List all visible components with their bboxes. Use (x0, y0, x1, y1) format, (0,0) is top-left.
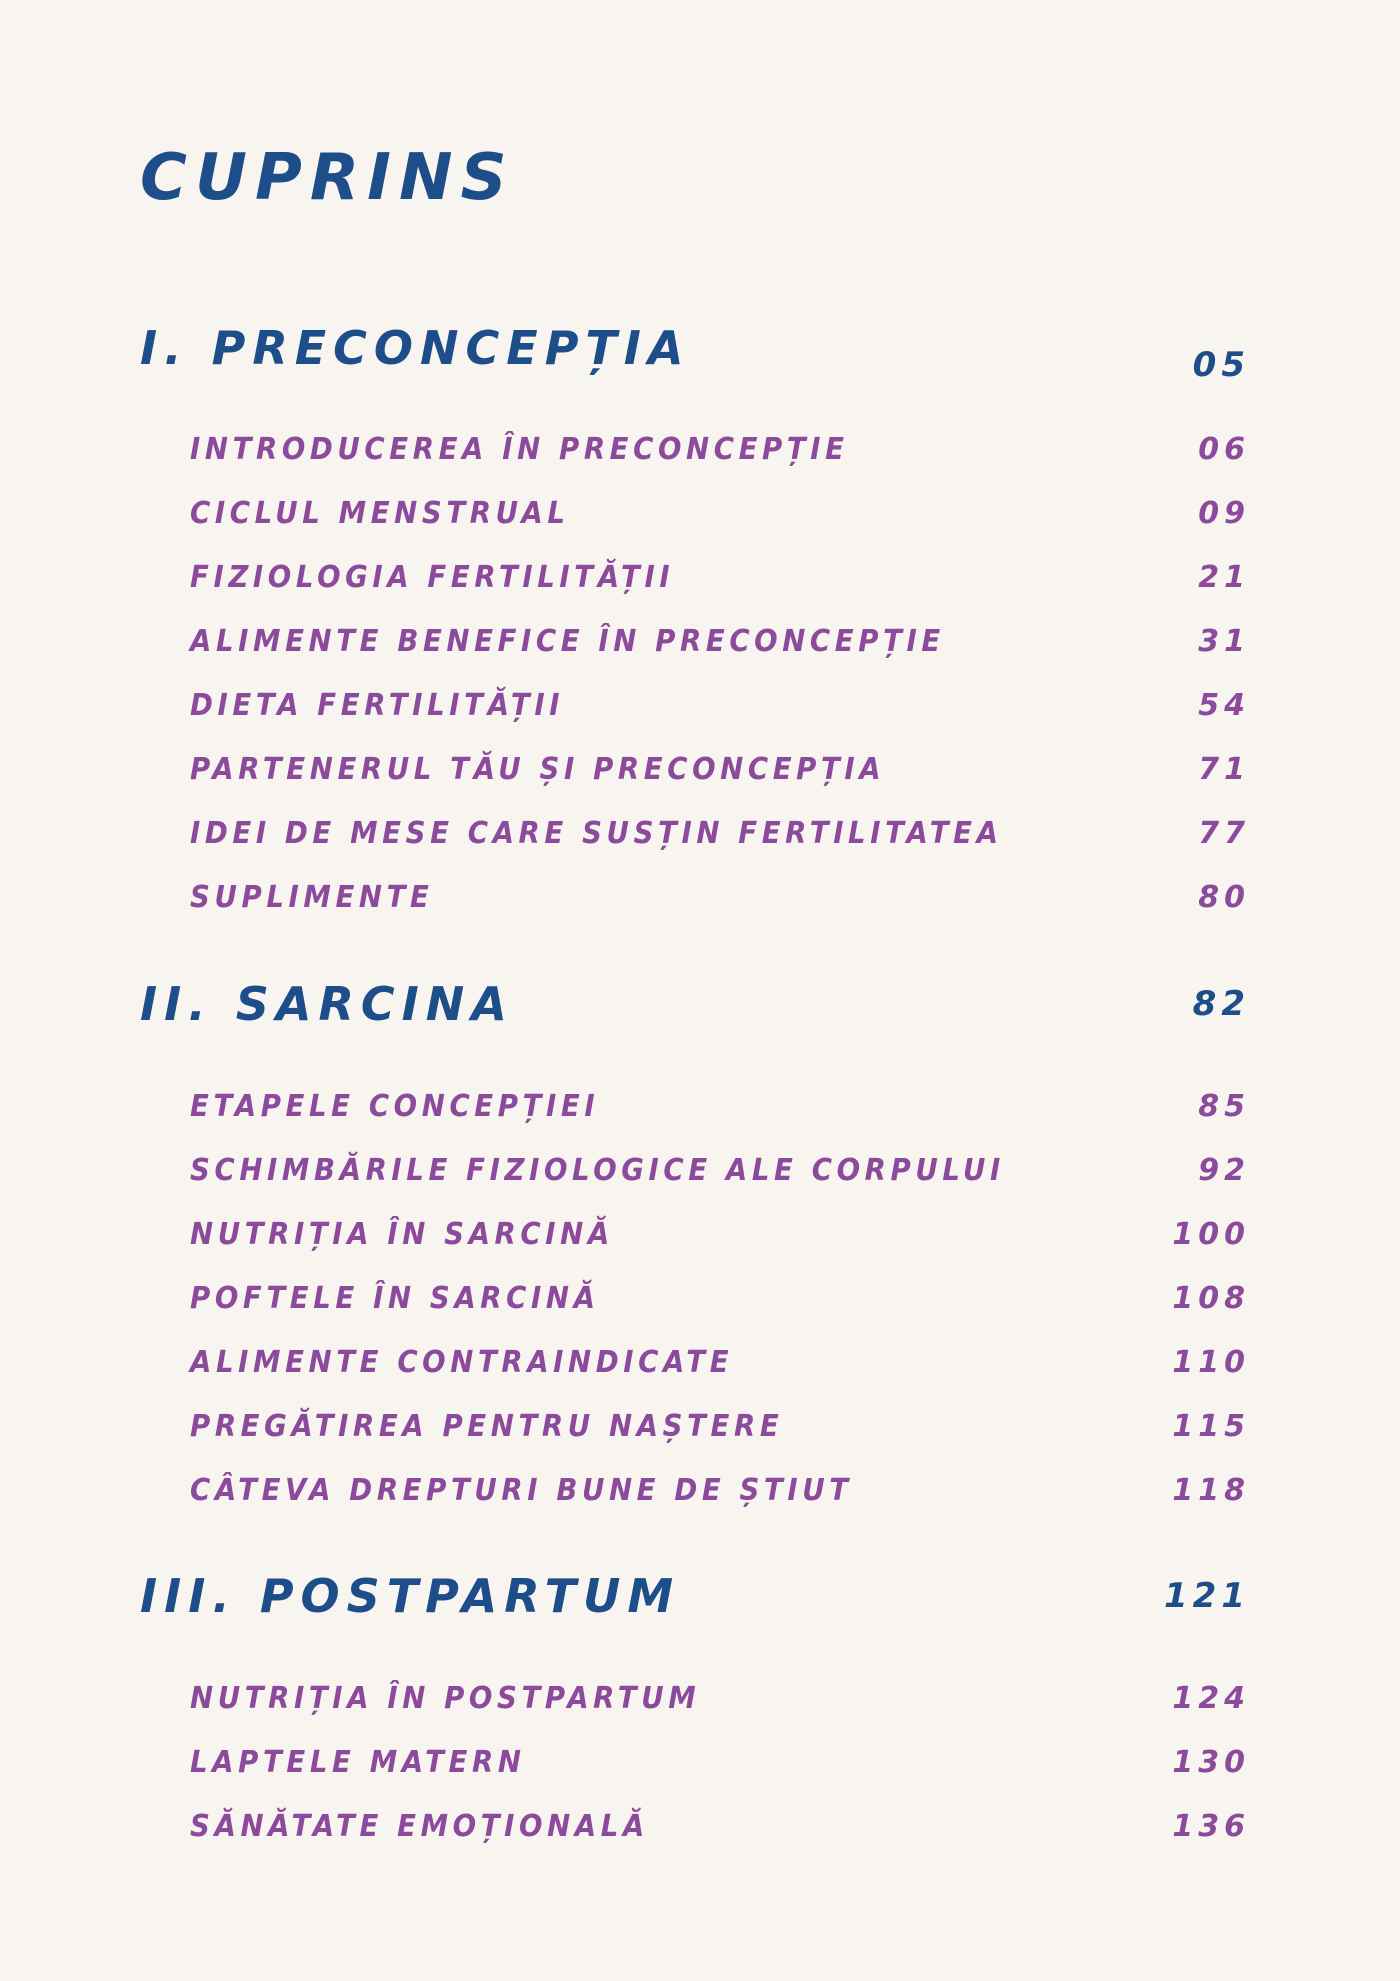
toc-entry-page: 92 (1198, 1153, 1250, 1188)
toc-entry-title[interactable]: SCHIMBĂRILE FIZIOLOGICE ALE CORPULUI (190, 1153, 1005, 1188)
toc-entry-title[interactable]: INTRODUCEREA ÎN PRECONCEPȚIE (190, 432, 849, 467)
section-title-sarcina[interactable]: II. SARCINA (140, 977, 514, 1031)
toc-entry-title[interactable]: CÂTEVA DREPTURI BUNE DE ȘTIUT (190, 1473, 853, 1508)
toc-entry-page: 77 (1198, 816, 1250, 851)
toc-entry-page: 21 (1198, 560, 1250, 595)
toc-entry-page: 06 (1198, 432, 1250, 467)
page-title: CUPRINS (140, 141, 515, 215)
toc-entry-title[interactable]: CICLUL MENSTRUAL (190, 496, 570, 531)
toc-entry-title[interactable]: LAPTELE MATERN (190, 1745, 526, 1780)
toc-entry-title[interactable]: ALIMENTE BENEFICE ÎN PRECONCEPȚIE (190, 624, 945, 659)
toc-entry-page: 130 (1172, 1745, 1250, 1780)
section-title-postpartum[interactable]: III. POSTPARTUM (140, 1569, 681, 1623)
toc-entry-page: 31 (1198, 624, 1250, 659)
toc-entry-page: 100 (1172, 1217, 1250, 1252)
toc-entry-page: 54 (1198, 688, 1250, 723)
section-title-preconceptia[interactable]: I. PRECONCEPȚIA (140, 321, 691, 375)
toc-entry-page: 09 (1198, 496, 1250, 531)
toc-entry-page: 80 (1198, 880, 1250, 915)
toc-entry-title[interactable]: NUTRIȚIA ÎN SARCINĂ (190, 1217, 614, 1252)
toc-entry-page: 124 (1172, 1681, 1250, 1716)
toc-entry-page: 85 (1198, 1089, 1250, 1124)
section-page-postpartum: 121 (1164, 1576, 1250, 1616)
toc-entry-page: 110 (1172, 1345, 1250, 1380)
toc-entry-page: 136 (1172, 1809, 1250, 1844)
toc-entry-title[interactable]: ALIMENTE CONTRAINDICATE (190, 1345, 734, 1380)
toc-entry-title[interactable]: DIETA FERTILITĂȚII (190, 688, 565, 723)
toc-entry-title[interactable]: POFTELE ÎN SARCINĂ (190, 1281, 600, 1316)
toc-entry-title[interactable]: SĂNĂTATE EMOȚIONALĂ (190, 1809, 649, 1844)
section-page-sarcina: 82 (1192, 984, 1250, 1024)
toc-entry-title[interactable]: NUTRIȚIA ÎN POSTPARTUM (190, 1681, 701, 1716)
toc-entry-title[interactable]: PREGĂTIREA PENTRU NAȘTERE (190, 1409, 784, 1444)
toc-entry-title[interactable]: ETAPELE CONCEPȚIEI (190, 1089, 600, 1124)
toc-entry-page: 118 (1172, 1473, 1250, 1508)
toc-entry-page: 115 (1172, 1409, 1250, 1444)
toc-entry-title[interactable]: FIZIOLOGIA FERTILITĂȚII (190, 560, 675, 595)
section-page-preconceptia: 05 (1192, 345, 1250, 385)
toc-entry-title[interactable]: SUPLIMENTE (190, 880, 434, 915)
toc-entry-title[interactable]: IDEI DE MESE CARE SUSȚIN FERTILITATEA (190, 816, 1003, 851)
toc-entry-title[interactable]: PARTENERUL TĂU ȘI PRECONCEPȚIA (190, 752, 886, 787)
toc-entry-page: 71 (1198, 752, 1250, 787)
toc-entry-page: 108 (1172, 1281, 1250, 1316)
